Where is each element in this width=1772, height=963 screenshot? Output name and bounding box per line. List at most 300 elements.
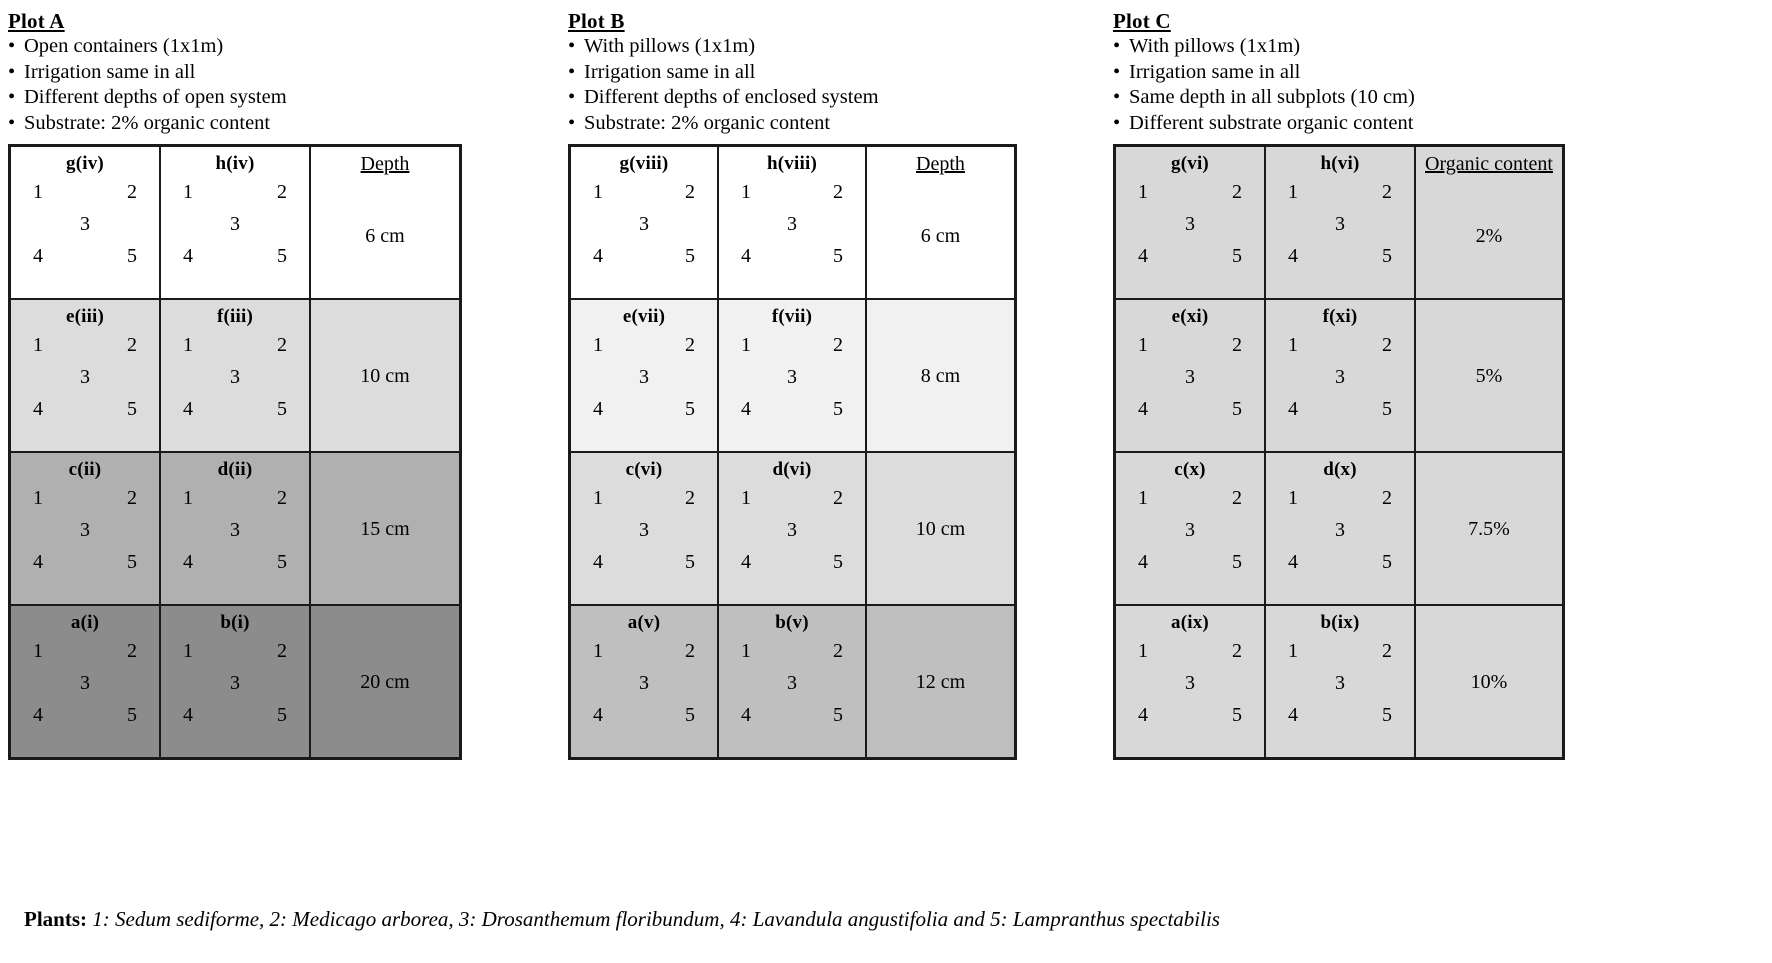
subplot-box — [1116, 147, 1264, 298]
plant-marker-1: 1 — [741, 640, 751, 662]
bullet-dot-icon: • — [1113, 86, 1121, 108]
plant-position-grid — [1116, 633, 1264, 739]
plant-marker-5: 5 — [1382, 398, 1392, 420]
subplot-box — [161, 300, 309, 451]
bullet-dot-icon: • — [8, 111, 16, 134]
subplot-box — [1116, 300, 1264, 451]
plant-marker-1: 1 — [593, 640, 603, 662]
plant-marker-3: 3 — [787, 519, 797, 541]
plant-position-grid — [11, 174, 159, 280]
caption-lead: Plants: — [24, 907, 87, 931]
plant-position-grid — [11, 633, 159, 739]
value-column-header: Depth — [916, 153, 965, 175]
subplot-cell-right — [718, 146, 866, 300]
plant-marker-3: 3 — [1185, 213, 1195, 235]
plant-marker-3: 3 — [230, 672, 240, 694]
subplot-box — [1116, 453, 1264, 604]
plant-marker-2: 2 — [685, 181, 695, 203]
value-cell-box — [1416, 147, 1562, 298]
plant-marker-5: 5 — [833, 398, 843, 420]
subplot-box — [719, 606, 865, 757]
value-text: 20 cm — [360, 670, 410, 693]
value-cell — [310, 605, 461, 759]
bullet-dot-icon: • — [1113, 60, 1121, 83]
plant-marker-4: 4 — [1138, 551, 1148, 573]
caption-body: 1: Sedum sediforme, 2: Medicago arborea, 3: Drosanthemum floribundum, 4: Lavandula angustifolia and 5: Lampranthus spectabilis — [92, 907, 1220, 931]
subplot-label: g(vi) — [1171, 153, 1209, 174]
plant-position-grid — [719, 480, 865, 586]
plant-marker-2: 2 — [1382, 640, 1392, 662]
bullet-dot-icon: • — [8, 35, 16, 57]
plant-marker-2: 2 — [833, 640, 843, 662]
bullet-item — [568, 85, 1113, 111]
plant-marker-4: 4 — [593, 245, 603, 267]
plot-panel-c-bullet-list — [1113, 34, 1673, 136]
value-cell — [1415, 605, 1564, 759]
subplot-label: h(iv) — [215, 153, 255, 174]
subplot-cell-left — [10, 605, 161, 759]
plant-marker-3: 3 — [1335, 213, 1345, 235]
subplot-cell-right — [160, 452, 310, 605]
plant-marker-1: 1 — [741, 487, 751, 509]
bullet-dot-icon: • — [568, 111, 576, 134]
subplot-label: f(iii) — [216, 306, 254, 327]
subplot-label: g(viii) — [619, 153, 669, 174]
value-cell — [310, 146, 461, 300]
subplot-cell-left — [570, 452, 719, 605]
subplot-label: c(ii) — [68, 459, 102, 480]
plant-position-grid — [1266, 327, 1414, 433]
bullet-dot-icon: • — [568, 60, 576, 83]
subplot-box — [161, 147, 309, 298]
bullet-dot-icon: • — [568, 86, 576, 108]
subplot-box — [11, 147, 159, 298]
plant-marker-2: 2 — [833, 334, 843, 356]
plant-marker-2: 2 — [277, 487, 287, 509]
plant-marker-3: 3 — [80, 213, 90, 235]
bullet-text: With pillows (1x1m) — [584, 35, 756, 57]
subplot-label: b(v) — [775, 612, 809, 633]
plant-marker-1: 1 — [741, 181, 751, 203]
subplot-label: a(i) — [70, 612, 100, 633]
plot-panel-a-header — [8, 0, 568, 136]
value-cell — [866, 146, 1016, 300]
plant-marker-5: 5 — [685, 704, 695, 726]
plot-panel-b-table — [568, 144, 1017, 760]
plant-marker-4: 4 — [1288, 245, 1298, 267]
plant-marker-2: 2 — [685, 640, 695, 662]
plant-marker-1: 1 — [741, 334, 751, 356]
bullet-item — [568, 60, 1113, 86]
plant-marker-3: 3 — [639, 366, 649, 388]
bullet-dot-icon: • — [8, 86, 16, 108]
value-text: 5% — [1475, 364, 1503, 387]
subplot-box — [1266, 147, 1414, 298]
value-text: 10% — [1470, 670, 1508, 693]
subplot-label: h(viii) — [767, 153, 817, 174]
plant-marker-2: 2 — [127, 181, 137, 203]
subplot-cell-left — [1115, 605, 1266, 759]
subplot-label: d(vi) — [772, 459, 812, 480]
figure-caption — [24, 906, 1220, 932]
plot-panel-c — [1113, 0, 1673, 760]
plant-position-grid — [571, 480, 717, 586]
plot-panel-b-bullet-list — [568, 34, 1113, 136]
plant-marker-3: 3 — [1335, 672, 1345, 694]
plant-position-grid — [1116, 480, 1264, 586]
plant-position-grid — [1266, 480, 1414, 586]
value-cell — [866, 452, 1016, 605]
plant-marker-4: 4 — [741, 398, 751, 420]
table-row — [570, 146, 1016, 300]
plant-marker-3: 3 — [230, 366, 240, 388]
plant-marker-1: 1 — [33, 334, 43, 356]
subplot-box — [571, 606, 717, 757]
plant-position-grid — [1266, 633, 1414, 739]
value-cell-box — [1416, 606, 1562, 757]
plot-panel-b — [568, 0, 1113, 760]
bullet-text: Open containers (1x1m) — [24, 35, 224, 57]
plant-marker-2: 2 — [1382, 334, 1392, 356]
table-row — [10, 146, 461, 300]
plant-marker-3: 3 — [230, 213, 240, 235]
plant-position-grid — [161, 174, 309, 280]
plant-marker-2: 2 — [277, 640, 287, 662]
bullet-dot-icon: • — [8, 60, 16, 83]
value-column-header: Organic content — [1425, 153, 1553, 175]
bullet-text: Irrigation same in all — [1129, 60, 1301, 83]
value-cell-box — [1416, 300, 1562, 451]
plant-marker-5: 5 — [833, 704, 843, 726]
value-text: 7.5% — [1468, 517, 1510, 540]
value-column-header: Depth — [360, 153, 410, 175]
plant-marker-5: 5 — [127, 245, 137, 267]
plant-marker-5: 5 — [277, 245, 287, 267]
plant-marker-4: 4 — [1138, 398, 1148, 420]
plant-marker-5: 5 — [833, 551, 843, 573]
bullet-dot-icon: • — [568, 35, 576, 57]
plant-marker-3: 3 — [80, 366, 90, 388]
plant-position-grid — [571, 174, 717, 280]
plant-marker-3: 3 — [1185, 672, 1195, 694]
plant-marker-2: 2 — [277, 334, 287, 356]
bullet-text: Different depths of open system — [24, 86, 287, 108]
plant-marker-5: 5 — [1232, 245, 1242, 267]
table-row — [10, 605, 461, 759]
plant-marker-2: 2 — [277, 181, 287, 203]
plant-position-grid — [1116, 174, 1264, 280]
plant-position-grid — [161, 480, 309, 586]
subplot-label: a(ix) — [1171, 612, 1209, 633]
plant-marker-2: 2 — [685, 334, 695, 356]
subplot-cell-right — [718, 452, 866, 605]
plant-marker-5: 5 — [127, 551, 137, 573]
table-row — [10, 299, 461, 452]
bullet-text: Different substrate organic content — [1129, 111, 1414, 134]
table-row — [1115, 146, 1564, 300]
plant-marker-3: 3 — [230, 519, 240, 541]
subplot-cell-right — [718, 605, 866, 759]
plant-marker-5: 5 — [277, 398, 287, 420]
bullet-text: Irrigation same in all — [24, 60, 196, 83]
plant-marker-4: 4 — [1288, 704, 1298, 726]
plant-marker-2: 2 — [833, 487, 843, 509]
plant-marker-5: 5 — [127, 704, 137, 726]
bullet-dot-icon: • — [1113, 35, 1121, 57]
plant-marker-5: 5 — [1382, 704, 1392, 726]
plant-marker-4: 4 — [741, 551, 751, 573]
plant-marker-1: 1 — [1288, 181, 1298, 203]
plant-position-grid — [161, 633, 309, 739]
plot-panel-a-bullet-list — [8, 34, 568, 136]
plant-marker-2: 2 — [833, 181, 843, 203]
bullet-dot-icon: • — [1113, 111, 1121, 134]
value-text: 15 cm — [360, 517, 410, 540]
subplot-box — [719, 147, 865, 298]
plant-marker-3: 3 — [787, 213, 797, 235]
plant-marker-2: 2 — [1382, 181, 1392, 203]
plant-marker-1: 1 — [33, 181, 43, 203]
plant-marker-4: 4 — [741, 704, 751, 726]
plant-marker-4: 4 — [33, 551, 43, 573]
subplot-label: a(v) — [627, 612, 661, 633]
plant-marker-4: 4 — [1288, 551, 1298, 573]
plant-marker-2: 2 — [127, 487, 137, 509]
plant-marker-1: 1 — [1288, 640, 1298, 662]
value-cell-box — [867, 147, 1014, 298]
bullet-text: Same depth in all subplots (10 cm) — [1129, 86, 1415, 108]
subplot-cell-left — [10, 452, 161, 605]
subplot-label: f(vii) — [771, 306, 813, 327]
value-cell-box — [867, 606, 1014, 757]
subplot-cell-left — [570, 605, 719, 759]
value-text: 10 cm — [360, 364, 410, 387]
table-row — [570, 452, 1016, 605]
plant-marker-4: 4 — [1138, 704, 1148, 726]
bullet-item — [1113, 111, 1673, 137]
value-text: 6 cm — [920, 225, 961, 247]
bullet-text: Different depths of enclosed system — [584, 86, 879, 108]
subplot-box — [719, 300, 865, 451]
plant-marker-4: 4 — [1288, 398, 1298, 420]
subplot-cell-right — [160, 605, 310, 759]
bullet-item — [1113, 85, 1673, 111]
bullet-item — [8, 34, 568, 60]
subplot-label: e(xi) — [1171, 306, 1209, 327]
value-cell-box — [1416, 453, 1562, 604]
value-cell-box — [311, 606, 459, 757]
plant-marker-1: 1 — [1138, 181, 1148, 203]
plant-position-grid — [719, 633, 865, 739]
table-row — [1115, 452, 1564, 605]
subplot-box — [1266, 606, 1414, 757]
bullet-text: Substrate: 2% organic content — [24, 111, 271, 134]
bullet-item — [8, 85, 568, 111]
subplot-label: h(vi) — [1320, 153, 1360, 174]
subplot-cell-right — [1265, 605, 1415, 759]
subplot-cell-left — [1115, 452, 1266, 605]
plant-marker-5: 5 — [685, 551, 695, 573]
plant-marker-3: 3 — [639, 519, 649, 541]
value-cell — [310, 452, 461, 605]
plant-position-grid — [571, 633, 717, 739]
plant-marker-3: 3 — [639, 213, 649, 235]
plant-marker-5: 5 — [833, 245, 843, 267]
subplot-box — [11, 300, 159, 451]
plant-marker-3: 3 — [80, 519, 90, 541]
plant-marker-5: 5 — [685, 245, 695, 267]
plant-marker-5: 5 — [1382, 551, 1392, 573]
plant-position-grid — [1266, 174, 1414, 280]
plant-marker-4: 4 — [183, 551, 193, 573]
value-cell-box — [867, 300, 1014, 451]
subplot-cell-left — [10, 146, 161, 300]
plant-position-grid — [1116, 327, 1264, 433]
plant-marker-1: 1 — [593, 334, 603, 356]
value-text: 8 cm — [920, 364, 961, 387]
bullet-item — [8, 111, 568, 137]
plant-marker-2: 2 — [1232, 334, 1242, 356]
subplot-cell-right — [718, 299, 866, 452]
plant-marker-2: 2 — [685, 487, 695, 509]
plant-position-grid — [719, 174, 865, 280]
bullet-text: Substrate: 2% organic content — [584, 111, 831, 134]
table-row — [1115, 605, 1564, 759]
value-cell — [1415, 452, 1564, 605]
plant-marker-1: 1 — [593, 487, 603, 509]
plant-marker-3: 3 — [787, 366, 797, 388]
subplot-box — [1266, 300, 1414, 451]
plant-marker-4: 4 — [593, 551, 603, 573]
plant-marker-2: 2 — [1232, 487, 1242, 509]
plant-marker-1: 1 — [1138, 334, 1148, 356]
subplot-cell-left — [1115, 299, 1266, 452]
subplot-cell-right — [1265, 146, 1415, 300]
table-row — [570, 299, 1016, 452]
plant-marker-1: 1 — [183, 181, 193, 203]
plant-marker-5: 5 — [1382, 245, 1392, 267]
subplot-cell-left — [1115, 146, 1266, 300]
value-text: 6 cm — [365, 225, 405, 247]
plot-panel-c-table — [1113, 144, 1565, 760]
plot-panel-c-title: Plot C — [1113, 9, 1171, 33]
subplot-cell-right — [160, 146, 310, 300]
value-cell — [310, 299, 461, 452]
plant-marker-5: 5 — [277, 704, 287, 726]
plant-marker-1: 1 — [33, 640, 43, 662]
subplot-box — [11, 453, 159, 604]
subplot-cell-right — [1265, 452, 1415, 605]
plant-marker-4: 4 — [593, 704, 603, 726]
plant-position-grid — [11, 327, 159, 433]
plant-marker-4: 4 — [593, 398, 603, 420]
subplot-cell-left — [570, 299, 719, 452]
plant-position-grid — [719, 327, 865, 433]
table-row — [1115, 299, 1564, 452]
plant-marker-4: 4 — [33, 398, 43, 420]
plant-marker-4: 4 — [183, 245, 193, 267]
bullet-item — [568, 34, 1113, 60]
plant-marker-5: 5 — [1232, 551, 1242, 573]
plant-marker-4: 4 — [741, 245, 751, 267]
plant-position-grid — [11, 480, 159, 586]
plant-marker-1: 1 — [183, 487, 193, 509]
bullet-text: Irrigation same in all — [584, 60, 756, 83]
plant-marker-3: 3 — [1335, 366, 1345, 388]
subplot-cell-right — [1265, 299, 1415, 452]
plant-marker-2: 2 — [127, 334, 137, 356]
subplot-cell-left — [10, 299, 161, 452]
value-text: 10 cm — [915, 517, 966, 540]
table-row — [10, 452, 461, 605]
plot-panel-b-title: Plot B — [568, 9, 625, 33]
plot-panel-c-header — [1113, 0, 1673, 136]
value-cell — [1415, 299, 1564, 452]
bullet-item — [1113, 60, 1673, 86]
bullet-item — [568, 111, 1113, 137]
plant-marker-3: 3 — [1185, 519, 1195, 541]
plant-marker-1: 1 — [1288, 334, 1298, 356]
plant-marker-5: 5 — [277, 551, 287, 573]
subplot-cell-left — [570, 146, 719, 300]
plant-marker-5: 5 — [1232, 704, 1242, 726]
subplot-box — [1266, 453, 1414, 604]
subplot-label: d(ii) — [217, 459, 253, 480]
subplot-label: d(x) — [1323, 459, 1357, 480]
subplot-label: c(vi) — [625, 459, 663, 480]
value-cell-box — [311, 300, 459, 451]
value-cell — [866, 605, 1016, 759]
plot-panel-a-table — [8, 144, 462, 760]
subplot-label: b(ix) — [1320, 612, 1360, 633]
plant-marker-3: 3 — [1185, 366, 1195, 388]
plant-marker-3: 3 — [1335, 519, 1345, 541]
value-text: 2% — [1475, 225, 1503, 247]
subplot-box — [571, 453, 717, 604]
value-cell-box — [311, 147, 459, 298]
bullet-item — [8, 60, 568, 86]
plant-marker-1: 1 — [183, 334, 193, 356]
subplot-box — [571, 300, 717, 451]
plant-marker-3: 3 — [80, 672, 90, 694]
plant-marker-1: 1 — [1138, 487, 1148, 509]
subplot-box — [1116, 606, 1264, 757]
subplot-label: f(xi) — [1322, 306, 1358, 327]
plant-marker-2: 2 — [1232, 640, 1242, 662]
plot-panel-a-title: Plot A — [8, 9, 65, 33]
plant-position-grid — [161, 327, 309, 433]
plant-marker-5: 5 — [127, 398, 137, 420]
plant-marker-1: 1 — [1138, 640, 1148, 662]
value-cell-box — [867, 453, 1014, 604]
plant-marker-4: 4 — [33, 245, 43, 267]
plant-marker-5: 5 — [1232, 398, 1242, 420]
plant-marker-2: 2 — [1232, 181, 1242, 203]
subplot-label: e(vii) — [622, 306, 666, 327]
plant-marker-4: 4 — [33, 704, 43, 726]
subplot-box — [161, 606, 309, 757]
plant-marker-1: 1 — [33, 487, 43, 509]
subplot-label: e(iii) — [65, 306, 105, 327]
plant-marker-2: 2 — [127, 640, 137, 662]
plant-marker-4: 4 — [183, 704, 193, 726]
plant-marker-3: 3 — [787, 672, 797, 694]
subplot-label: g(iv) — [66, 153, 104, 174]
table-row — [570, 605, 1016, 759]
subplot-box — [571, 147, 717, 298]
plant-marker-4: 4 — [1138, 245, 1148, 267]
plant-marker-5: 5 — [685, 398, 695, 420]
